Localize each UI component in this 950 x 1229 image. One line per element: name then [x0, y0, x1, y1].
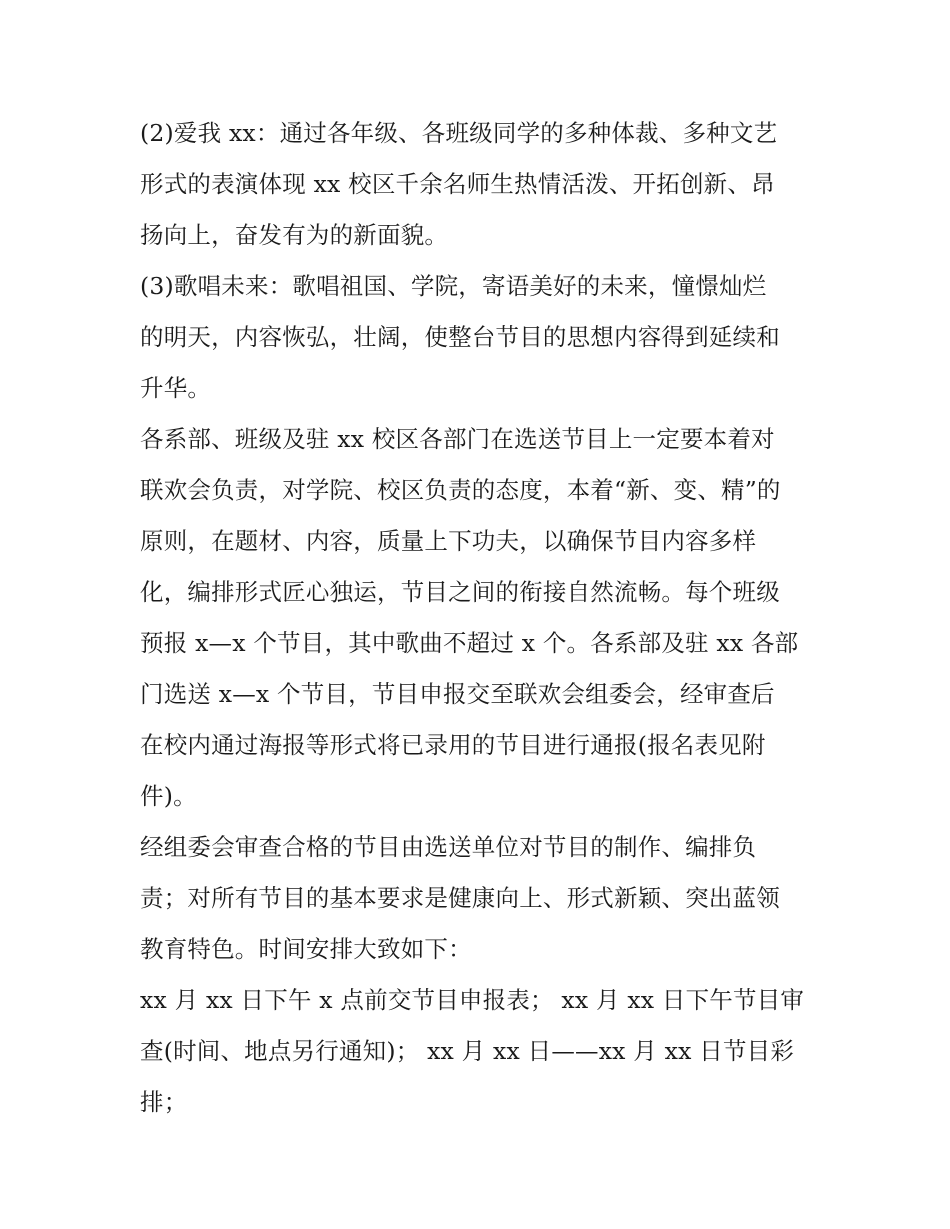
text-line: 形式的表演体现 xx 校区千余名师生热情活泼、开拓创新、昂: [140, 170, 775, 198]
text-line: 扬向上，奋发有为的新面貌。: [140, 221, 449, 249]
text-line: 在校内通过海报等形式将已录用的节目进行通报(报名表见附: [140, 731, 766, 759]
text-line: 责；对所有节目的基本要求是健康向上、形式新颖、突出蓝领: [140, 884, 780, 912]
text-line: xx 月 xx 日下午 x 点前交节目申报表； xx 月 xx 日下午节目审: [140, 986, 805, 1014]
text-line: 门选送 x—x 个节目，节目申报交至联欢会组委会，经审查后: [140, 680, 775, 708]
text-line: (2)爱我 xx：通过各年级、各班级同学的多种体裁、多种文艺: [140, 119, 778, 147]
text-line: 教育特色。时间安排大致如下：: [140, 935, 472, 963]
text-line: 的明天，内容恢弘，壮阔，使整台节目的思想内容得到延续和: [140, 323, 780, 351]
text-line: 件)。: [140, 782, 197, 810]
text-line: (3)歌唱未来：歌唱祖国、学院，寄语美好的未来，憧憬灿烂: [140, 272, 767, 300]
text-line: 升华。: [140, 374, 212, 402]
text-line: 排；: [140, 1088, 188, 1116]
text-line: 查(时间、地点另行通知)； xx 月 xx 日——xx 月 xx 日节目彩: [140, 1037, 795, 1065]
text-line: 化，编排形式匠心独运，节目之间的衔接自然流畅。每个班级: [140, 578, 780, 606]
text-line: 各系部、班级及驻 xx 校区各部门在选送节目上一定要本着对: [140, 425, 775, 453]
text-line: 预报 x—x 个节目，其中歌曲不超过 x 个。各系部及驻 xx 各部: [140, 629, 799, 657]
text-line: 联欢会负责，对学院、校区负责的态度，本着“新、变、精”的: [140, 476, 781, 504]
document-body: [140, 108, 820, 1128]
text-line: 原则，在题材、内容，质量上下功夫，以确保节目内容多样: [140, 527, 757, 555]
text-line: 经组委会审查合格的节目由选送单位对节目的制作、编排负: [140, 833, 757, 861]
